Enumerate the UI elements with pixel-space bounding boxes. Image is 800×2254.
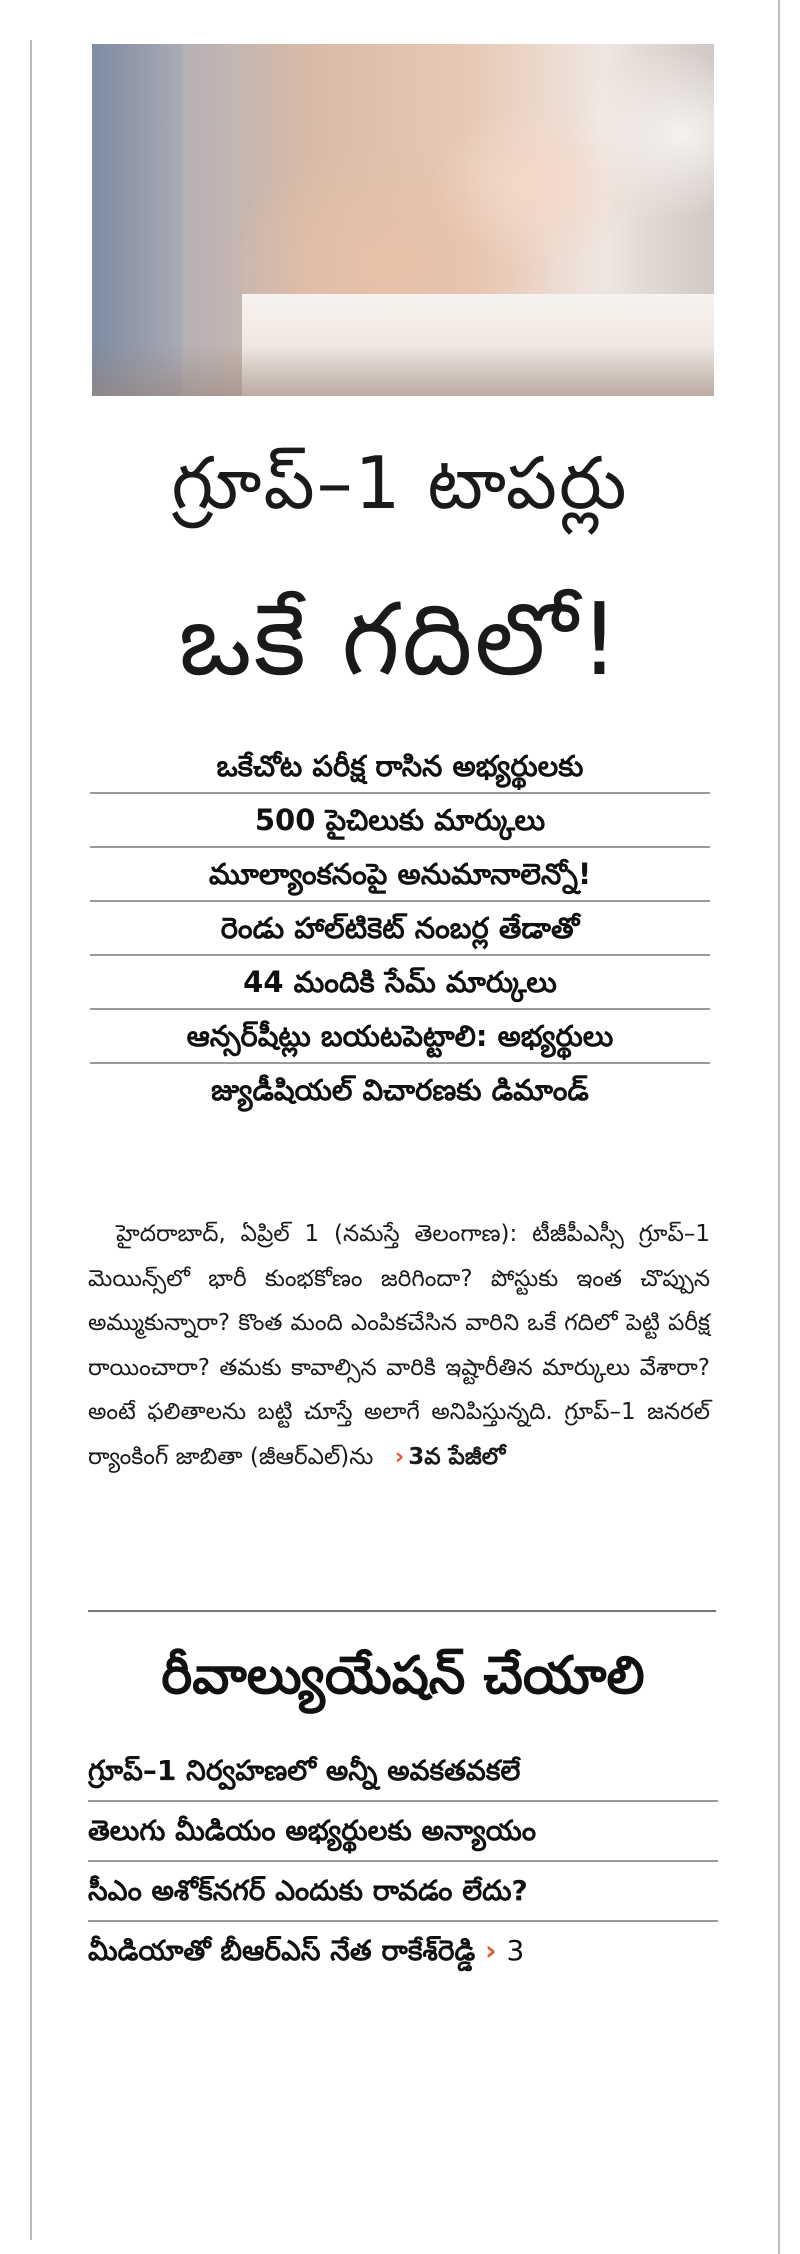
subheadings [90,740,710,1116]
story-line: గ్రూప్‌–1 నిర్వహణలో అన్నీ అవకతవకలే [88,1742,718,1802]
subheading: 500 పైచిలుకు మార్కులు [90,794,710,848]
subheading: ఒకేచోట పరీక్ష రాసిన అభ్యర్థులకు [90,740,710,794]
second-story-title: రీవాల్యుయేషన్‌ చేయాలి [161,1646,645,1706]
section-divider [88,1610,716,1612]
subheading: రెండు హాల్‌టికెట్‌ నంబర్ల తేడాతో [90,902,710,956]
page-reference[interactable]: 3 [506,1934,525,1967]
subheading: 44 మందికి సేమ్‌ మార్కులు [90,956,710,1010]
subheading: మూల్యాంకనంపై అనుమానాలెన్నో! [90,848,710,902]
exam-photo [92,44,714,396]
arrow-right-icon: › [394,1443,405,1470]
column-rule-right [778,0,780,2254]
story-line-text: మీడియాతో బీఆర్‌ఎస్‌ నేత రాకేశ్‌రెడ్డి [88,1934,476,1967]
headline-line-1: గ్రూప్‌–1 టాపర్లు [171,441,629,525]
story-line: సీఎం అశోక్‌నగర్‌ ఎందుకు రావడం లేదు? [88,1862,718,1922]
continued-page-text: 3వ పేజీలో [408,1443,506,1470]
subheading: జ్యుడీషియల్‌ విచారణకు డిమాండ్‌ [211,1073,589,1107]
headline-line-2: ఒకే గదిలో! [178,581,622,698]
article-body [88,1212,710,1479]
continued-reference[interactable] [395,1444,506,1470]
second-story-lines [88,1742,718,1980]
story-line-last [88,1922,718,1980]
subheading: ఆన్సర్‌షీట్లు బయటపెట్టాలి: అభ్యర్థులు [90,1010,710,1064]
column-rule-left [30,40,32,2240]
story-line: తెలుగు మీడియం అభ్యర్థులకు అన్యాయం [88,1802,718,1862]
photo-desk [92,344,714,396]
arrow-right-icon: › [484,1934,497,1967]
article-body-text: హైదరాబాద్‌, ఏప్రిల్‌ 1 (నమస్తే తెలంగాణ): టీజీపీఎస్సీ గ్రూప్‌–1 మెయిన్స్‌లో భారీ కుంభకోణం జరిగిందా? పోస్టుకు ఇంత చొప్పున అమ్ముకున్నారా? కొంత మంది ఎంపికచేసిన వారిని ఒకే గదిలో పెట్టి పరీక్ష రాయించారా? తమకు కావాల్సిన వారికి ఇష్టారీతిన మార్కులు వేశారా? అంటే ఫలితాలను బట్టి చూస్తే అలాగే అనిపిస్తున్నది. గ్రూప్‌–1 జనరల్‌ ర్యాంకింగ్‌ జాబితా (జీఆర్‌ఎల్‌)ను [88,1221,710,1470]
